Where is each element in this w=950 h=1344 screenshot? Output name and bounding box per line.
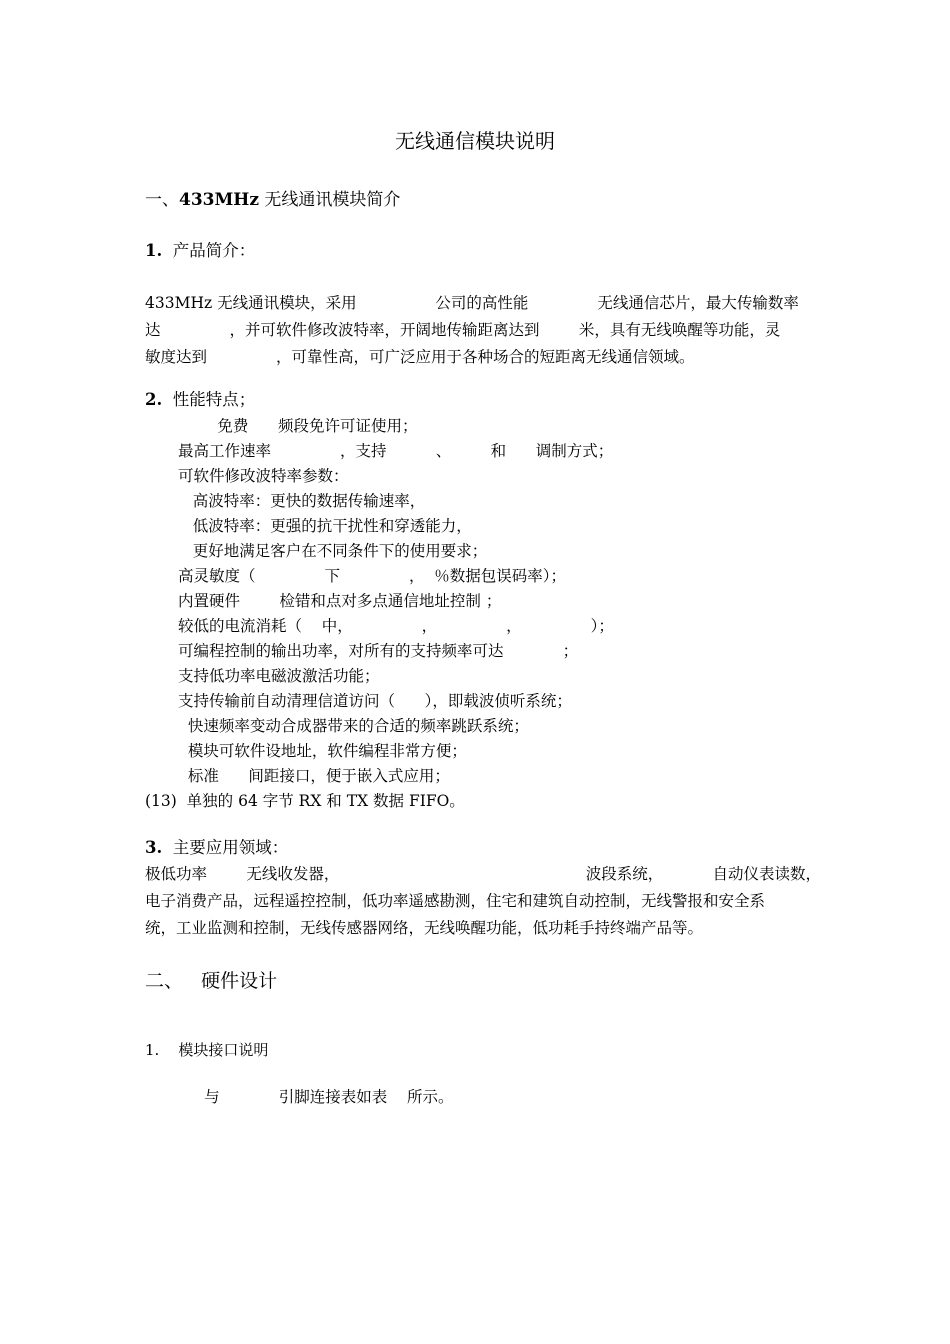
feature-item-last: (13) 单独的 64 字节 RX 和 TX 数据 FIFO。: [145, 792, 465, 810]
section-1-prefix: 一、: [145, 190, 179, 210]
intro-heading-number: 1.: [145, 241, 163, 260]
feature-item: 标准 间距接口，便于嵌入式应用；: [178, 767, 450, 785]
applications-line: 电子消费产品，远程遥控控制，低功率遥感勘测，住宅和建筑自动控制，无线警报和安全系: [145, 892, 766, 910]
applications-heading-number: 3.: [145, 838, 163, 857]
feature-item: 支持低功率电磁波激活功能；: [178, 667, 380, 685]
intro-heading: [145, 241, 255, 261]
feature-item: 免费 频段免许可证使用；: [178, 417, 418, 435]
applications-line: 极低功率 无线收发器， 波段系统， 自动仪表读数，: [145, 865, 822, 883]
feature-item: 支持传输前自动清理信道访问（ ），即载波侦听系统；: [178, 692, 572, 710]
section-1-heading: [145, 190, 400, 210]
applications-heading: [145, 838, 288, 858]
applications-line: 统，工业监测和控制，无线传感器网络，无线唤醒功能，低功耗手持终端产品等。: [145, 919, 704, 937]
intro-line: 达 ，并可软件修改波特率，开阔地传输距离达到 米，具有无线唤醒等功能，灵: [145, 321, 781, 339]
features-heading: [145, 390, 255, 410]
feature-item: 内置硬件 检错和点对多点通信地址控制 ；: [178, 592, 502, 610]
feature-item: 可软件修改波特率参数：: [178, 467, 349, 485]
pin-table-note: 与 引脚连接表如表 所示。: [145, 1088, 454, 1106]
intro-paragraph: [145, 290, 807, 371]
applications-heading-text: 主要应用领域：: [162, 838, 289, 857]
intro-heading-text: 产品简介：: [162, 241, 256, 260]
features-heading-number: 2.: [145, 390, 163, 409]
intro-line: 433MHz 无线通讯模块，采用 公司的高性能 无线通信芯片，最大传输数率: [145, 294, 799, 312]
feature-item: 更好地满足客户在不同条件下的使用要求；: [178, 542, 488, 560]
features-heading-text: 性能特点；: [162, 390, 256, 409]
feature-item: 高灵敏度（ 下 ， ％数据包误码率）；: [178, 567, 567, 585]
applications-paragraph: [145, 861, 822, 942]
feature-item: 高波特率：更快的数据传输速率，: [178, 492, 426, 510]
document-title: 无线通信模块说明: [395, 129, 555, 153]
feature-item: 最高工作速率 ，支持 、 和 调制方式；: [178, 442, 614, 460]
feature-item: 可编程控制的输出功率，对所有的支持频率可达 ；: [178, 642, 579, 660]
intro-line: 敏度达到 ，可靠性高，可广泛应用于各种场合的短距离无线通信领域。: [145, 348, 695, 366]
feature-item: 模块可软件设地址，软件编程非常方便；: [178, 742, 467, 760]
section-2-subheading: 1. 模块接口说明: [145, 1041, 269, 1059]
section-1-heading-text: 无线通讯模块简介: [259, 190, 401, 210]
feature-item: 较低的电流消耗（ 中， ， ， ）；: [178, 617, 614, 635]
feature-item: 快速频率变动合成器带来的合适的频率跳跃系统；: [178, 717, 529, 735]
feature-item: 低波特率：更强的抗干扰性和穿透能力，: [178, 517, 472, 535]
section-2-heading: 二、 硬件设计: [145, 970, 278, 992]
section-1-frequency: 433MHz: [179, 190, 260, 210]
